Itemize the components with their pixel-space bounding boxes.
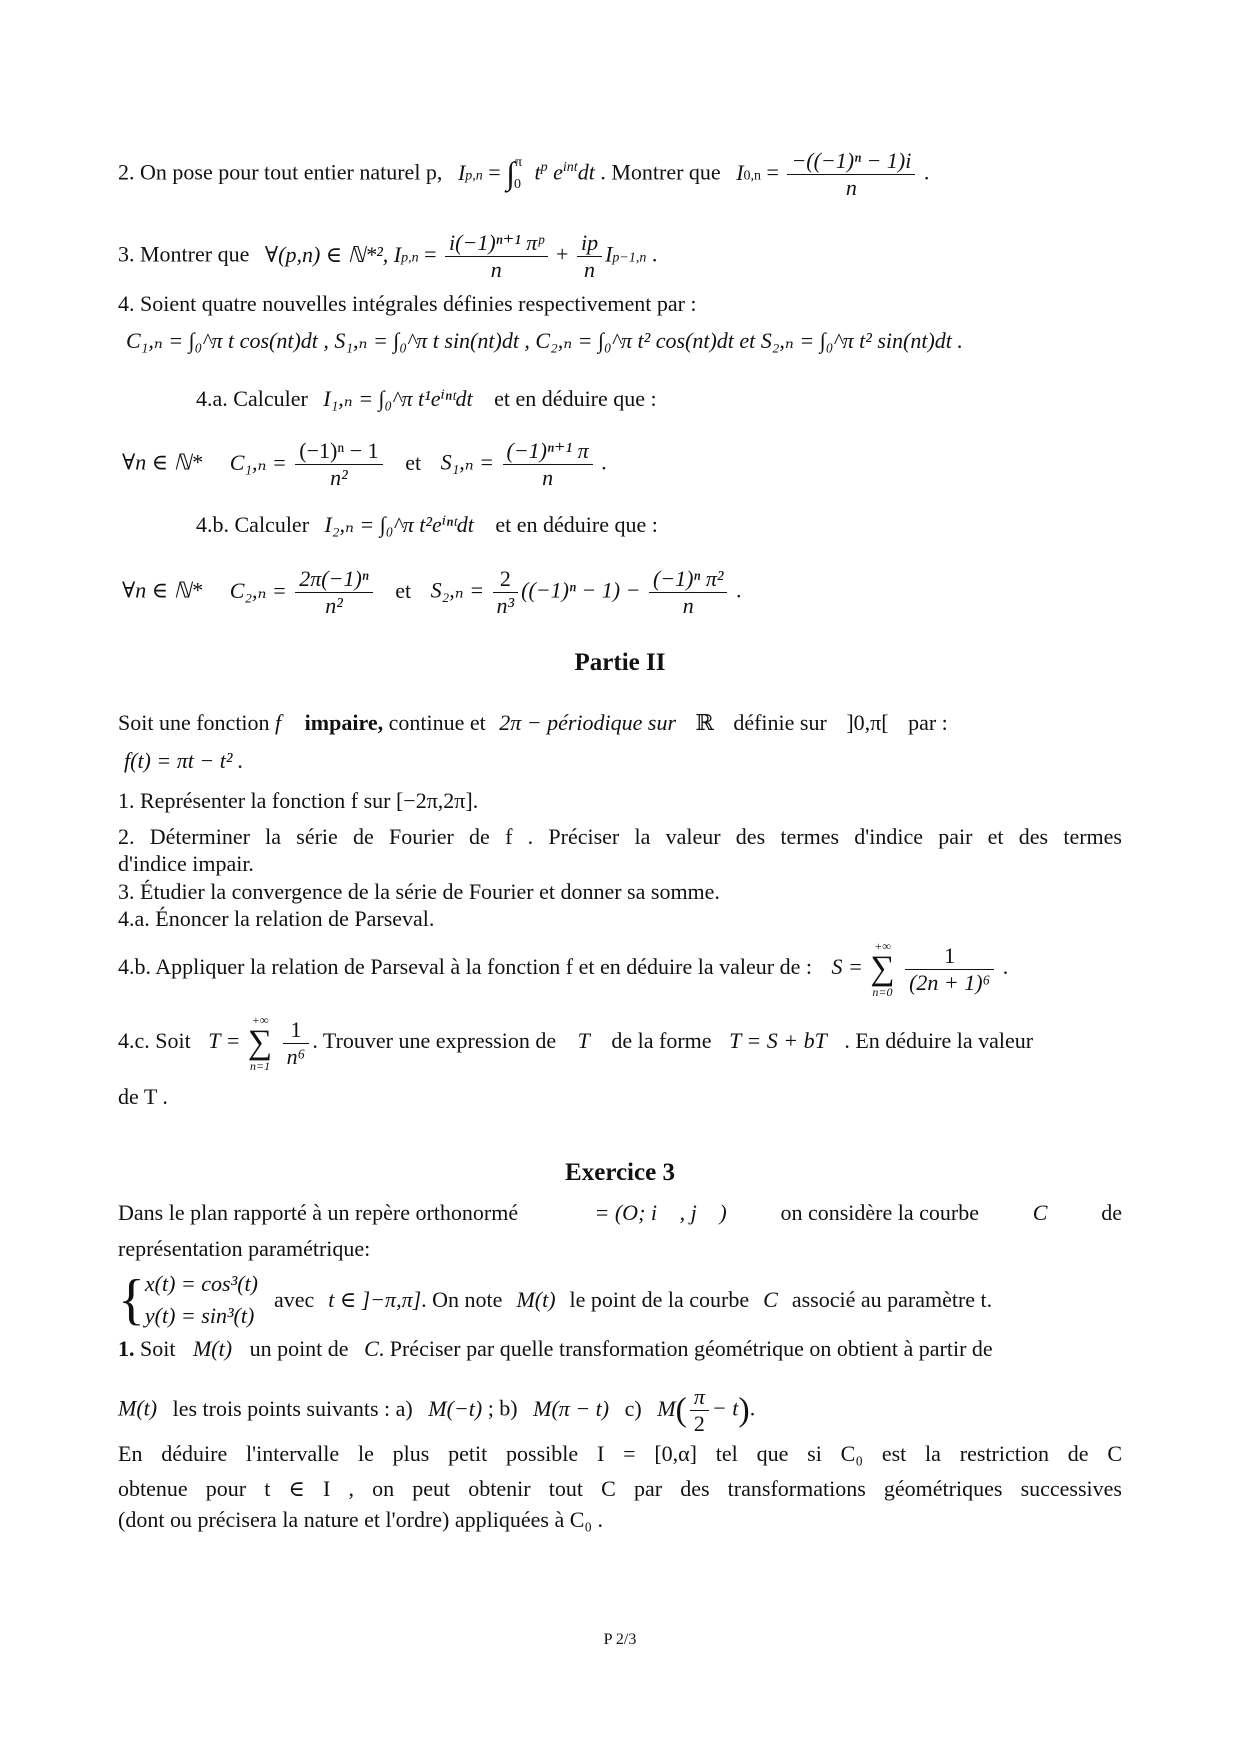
question-4a: [196, 388, 657, 410]
q4a-tail: et en déduire que :: [494, 386, 657, 411]
q4b-S1-num: 2: [493, 568, 519, 593]
exercice-3-deduce-1: En déduire l'intervalle le plus petit possible I = [0,α] tel que si C₀ est la restriction de C: [118, 1441, 1122, 1466]
ex3-q1-num: 1.: [118, 1336, 135, 1361]
q4b-S2-den: n: [682, 593, 694, 618]
question-4b-result: ∀n ∈ ℕ* C₂,ₙ = $\frac{\text{2π(−1)ⁿ}}{\text{n²}}$ et S₂,ₙ = $\frac{2}{\text{n³}}$ ((−1)ⁿ − 1) − $\frac{\text{(−1)ⁿ π²}}{n}$ .: [122, 566, 742, 618]
ex3-frame: ℛ = (O; i⃗ , j⃗ ): [571, 1200, 727, 1225]
q3-fraction-1: [445, 232, 548, 281]
q4b-tail: et en déduire que :: [495, 512, 658, 537]
exercice-3-q1-line2: [118, 1386, 755, 1435]
q2-dt: dt: [577, 159, 595, 185]
ex3-minus-t: − t: [711, 1395, 739, 1421]
q2-end: .: [923, 159, 930, 185]
q4b-text-p2: 4.b. Appliquer la relation de Parseval à la fonction f et en déduire la valeur de :: [118, 954, 812, 980]
q4b-S-fraction-2: [649, 568, 728, 617]
ex3-M-pi-minus-t: M(π − t): [533, 1395, 610, 1421]
q4c-T2: T: [577, 1028, 590, 1054]
q4c-sum-top: +∞: [251, 1013, 269, 1027]
ex3-c: c): [624, 1395, 642, 1421]
q2-upper: π: [514, 154, 523, 170]
exercice-3-system: [118, 1268, 1122, 1332]
ex3-on-note: . On note: [421, 1286, 503, 1312]
partie-2-q4c-line2: de T .: [118, 1084, 168, 1109]
partie-2-title: Partie II: [574, 649, 666, 676]
q3-tail: I: [605, 241, 613, 267]
q4b-S2-num: (−1)ⁿ π²: [649, 568, 728, 593]
q3-sub: p,n: [401, 250, 419, 266]
q4a-C: C₁,ₙ =: [229, 449, 287, 475]
ex3-line1-a: Dans le plan rapporté à un repère orthonormé: [118, 1200, 519, 1225]
q4a-C-fraction: [295, 440, 382, 489]
q2-mid: . Montrer que: [600, 159, 721, 185]
q4b-et: et: [395, 577, 412, 603]
partie-2-q4c: [118, 1014, 1122, 1072]
q4c-mid: . Trouver une expression de: [312, 1028, 557, 1054]
q3-quantifier: ∀(p,n) ∈ ℕ*², I: [264, 241, 402, 267]
ex3-avec: avec: [273, 1286, 315, 1312]
q4b-S-p2: S =: [831, 954, 863, 980]
question-4: 4. Soient quatre nouvelles intégrales définies respectivement par :: [118, 291, 697, 316]
q4a-forall: ∀n ∈ ℕ*: [122, 449, 203, 475]
q3-fraction-2: [577, 232, 602, 281]
q4a-S-fraction: [503, 440, 593, 489]
q4c-fraction: [283, 1016, 310, 1069]
intro-f: f: [275, 710, 282, 735]
sys-x: x(t) = cos³(t): [144, 1271, 258, 1296]
q2-lower: 0: [514, 176, 522, 192]
q4c-T: T =: [208, 1028, 241, 1054]
ex3-q1-l2-a: les trois points suivants : a): [172, 1395, 413, 1421]
right-paren: ): [738, 1391, 750, 1429]
q4b-S-mid: ((−1)ⁿ − 1) −: [521, 577, 641, 603]
question-4a-result: ∀n ∈ ℕ* C₁,ₙ = $\frac{\text{(−1)ⁿ − 1}}{\text{n²}}$ et S₁,ₙ = $\frac{\text{(−1)ⁿ⁺¹ π}}{n}$ .: [122, 438, 607, 490]
q3-num2: ip: [577, 232, 602, 257]
exercice-3-deduce-2: obtenue pour t ∈ I , on peut obtenir tout C par des transformations géométriques successives: [118, 1476, 1122, 1501]
sigma-symbol: ∑: [870, 950, 895, 987]
q2-I0: I: [736, 159, 744, 185]
q4b-fraction-p2: [905, 942, 994, 995]
q2-I0-sub: 0,n: [743, 168, 762, 184]
param-system: [145, 1268, 258, 1332]
ex3-b: ; b): [487, 1395, 518, 1421]
q2-subscript: p,n: [465, 168, 483, 184]
q2-integrand: t: [534, 159, 541, 185]
intro-e: définie sur: [733, 710, 827, 735]
question-4b: [196, 514, 658, 536]
q4b-den-p2: (2n + 1)⁶: [909, 969, 991, 995]
q4c-end: . En déduire la valeur: [844, 1028, 1034, 1054]
q4c-expr: T = S + bT: [729, 1028, 827, 1054]
ex3-Mt: M(t): [516, 1286, 556, 1312]
ex3-le-point: le point de la courbe: [569, 1286, 750, 1312]
q4c-sum-bottom: n=1: [249, 1059, 271, 1073]
q2-text: 2. On pose pour tout entier naturel p,: [118, 159, 443, 185]
ex3-C2: C: [763, 1286, 778, 1312]
q4b-S1-den: n³: [496, 593, 515, 618]
question-3: 3. Montrer que ∀(p,n) ∈ ℕ*², Ip,n = $\frac{\text{i(−1)ⁿ⁺¹ πᵖ}}{n}$ + $\frac{ip}{n}$ Ip−1,n .: [118, 230, 658, 282]
q2-power: p: [540, 160, 548, 176]
q3-den1: n: [490, 257, 502, 282]
ex3-q1-c: . Préciser par quelle transformation géométrique on obtient à partir de: [378, 1336, 993, 1361]
q4a-S-den: n: [542, 465, 554, 490]
intro-c: continue et: [388, 710, 486, 735]
ex3-curve-C: C: [1032, 1200, 1048, 1225]
q2-equals: =: [488, 159, 501, 185]
question-4-definitions: C₁,ₙ = ∫₀^π t cos(nt)dt , S₁,ₙ = ∫₀^π t sin(nt)dt , C₂,ₙ = ∫₀^π t² cos(nt)dt et S₂,ₙ = ∫₀^π t² sin(nt)dt .: [126, 328, 963, 353]
q4b-S: S₂,ₙ =: [430, 577, 485, 603]
exercice-3-q1: [118, 1338, 1122, 1360]
q3-text: 3. Montrer que: [118, 241, 250, 267]
ex3-q1-l2-Mt: M(t): [118, 1395, 158, 1421]
q4b-sum: [870, 940, 894, 998]
q4b-text: 4.b. Calculer: [196, 512, 310, 537]
q4c-num: 1: [283, 1019, 310, 1044]
partie-2-definition: f(t) = πt − t² .: [124, 748, 244, 773]
exercice-3-title: Exercice 3: [565, 1159, 675, 1186]
q4b-integral: I₂,ₙ = ∫₀^π t²eⁱⁿᵗdt: [324, 512, 474, 537]
question-2: 2. On pose pour tout entier naturel p, Ip,n = ∫$^\pi_0$ $t^p$ $e^{int}dt$ . Montrer que I0,n = $\frac{\text{−((−1)ⁿ − 1)i}}{n}$ .: [118, 148, 930, 200]
q4b-S-fraction-1: [493, 568, 519, 617]
ex3-q1-b: un point de: [249, 1336, 349, 1361]
q2-den: n: [845, 175, 857, 200]
ex3-q1-a: Soit: [140, 1336, 176, 1361]
ex3-pi: π: [690, 1386, 709, 1411]
exercice-3-line1: [118, 1202, 1122, 1224]
q3-num1: i(−1)ⁿ⁺¹ πᵖ: [445, 232, 548, 257]
q4b-forall: ∀n ∈ ℕ*: [122, 577, 203, 603]
q4c-text: 4.c. Soit: [118, 1028, 191, 1054]
left-paren: (: [675, 1391, 687, 1429]
q3-tail-sub: p−1,n: [612, 250, 647, 266]
left-brace: {: [118, 1268, 145, 1331]
partie-2-q3: 3. Étudier la convergence de la série de Fourier et donner sa somme.: [118, 879, 720, 904]
q4a-C-num: (−1)ⁿ − 1: [295, 440, 382, 465]
page-number: P 2/3: [603, 1631, 637, 1648]
intro-interval: ]0,π[: [846, 710, 889, 735]
intro-R: ℝ: [695, 710, 714, 735]
q2-fraction: [787, 150, 915, 199]
ex3-q1-Mt: M(t): [192, 1336, 233, 1361]
q3-den2: n: [584, 257, 596, 282]
ex3-q1-end: .: [749, 1395, 756, 1421]
q4a-S: S₁,ₙ =: [440, 449, 494, 475]
ex3-associe: associé au paramètre t.: [791, 1286, 993, 1312]
integral-symbol: ∫: [506, 154, 515, 191]
ex3-line1-b: on considère la courbe: [780, 1200, 979, 1225]
q4a-et: et: [405, 449, 422, 475]
partie-2-q2-line1: 2. Déterminer la série de Fourier de f . Préciser la valeur des termes d'indice pair et des termes: [118, 824, 1122, 849]
q4a-integral: I₁,ₙ = ∫₀^π t¹eⁱⁿᵗdt: [323, 386, 473, 411]
q4b-sum-bottom: n=0: [872, 985, 893, 999]
q2-symbol: I: [457, 159, 466, 185]
ex3-q1-C: C: [364, 1336, 379, 1361]
q4c-den: n⁶: [286, 1043, 306, 1069]
q4b-C-den: n²: [325, 593, 343, 618]
q4c-forme: de la forme: [611, 1028, 712, 1054]
q4a-text: 4.a. Calculer: [196, 386, 308, 411]
intro-impaire: impaire,: [304, 710, 384, 735]
q4a-C-den: n²: [330, 465, 348, 490]
ex3-de: de: [1101, 1200, 1122, 1225]
partie-2-q4b: 4.b. Appliquer la relation de Parseval à la fonction f et en déduire la valeur de : S = +∞ ∑ n=0 $\frac{1}{\text{(2n + 1)⁶}}$ .: [118, 939, 1009, 999]
intro-a: Soit une fonction: [118, 710, 270, 735]
q2-num: −((−1)ⁿ − 1)i: [787, 150, 915, 175]
ex3-M3: M: [657, 1395, 676, 1421]
q2-exp: e: [553, 159, 563, 185]
q4c-sum: [248, 1014, 272, 1072]
intro-par: par :: [908, 710, 948, 735]
partie-2-q1: 1. Représenter la fonction f sur [−2π,2π].: [118, 788, 479, 813]
intro-d: 2π − périodique sur: [499, 710, 677, 735]
q2-exp-power: int: [562, 160, 578, 176]
q4b-sum-top: +∞: [874, 939, 891, 953]
partie-2-intro: [118, 712, 1122, 734]
q4b-C-num: 2π(−1)ⁿ: [295, 568, 372, 593]
q4b-C-fraction: [295, 568, 372, 617]
ex3-t-interval: t ∈ ]−π,π]: [328, 1286, 422, 1312]
sigma-symbol: ∑: [247, 1024, 273, 1061]
partie-2-q4a: 4.a. Énoncer la relation de Parseval.: [118, 906, 435, 931]
exercice-3-deduce-3: (dont ou précisera la nature et l'ordre) appliquées à C₀ .: [118, 1507, 604, 1532]
partie-2-q2-line2: d'indice impair.: [118, 851, 254, 876]
exercice-3-line2: représentation paramétrique:: [118, 1236, 371, 1261]
ex3-M-minus-t: M(−t): [428, 1395, 483, 1421]
q4a-S-num: (−1)ⁿ⁺¹ π: [503, 440, 593, 465]
ex3-two: 2: [693, 1411, 705, 1436]
ex3-pi-over-2: [690, 1386, 709, 1435]
sys-y: y(t) = sin³(t): [144, 1302, 255, 1328]
q4b-C: C₂,ₙ =: [229, 577, 287, 603]
q4b-num-p2: 1: [905, 945, 994, 970]
